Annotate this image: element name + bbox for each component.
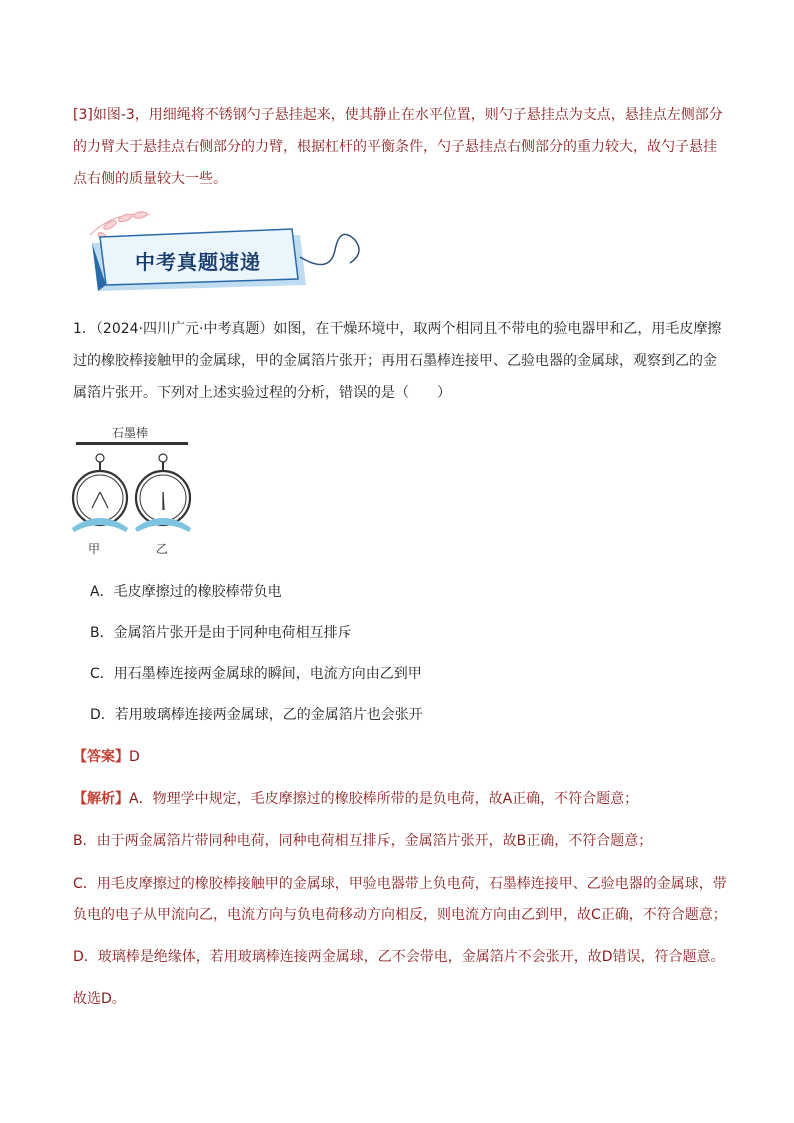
option-b: B．金属箔片张开是由于同种电荷相互排斥 bbox=[90, 625, 352, 641]
section-title: 中考真题速递 bbox=[135, 250, 261, 274]
left-electroscope-label: 甲 bbox=[88, 542, 101, 556]
question-line-3: 属箔片张开。下列对上述实验过程的分析，错误的是（ ） bbox=[73, 385, 451, 401]
answer-value: D bbox=[129, 749, 140, 765]
answer-label: 【答案】 bbox=[73, 749, 129, 765]
option-a: A．毛皮摩擦过的橡胶棒带负电 bbox=[90, 584, 282, 600]
question-line-2: 过的橡胶棒接触甲的金属球，甲的金属箔片张开；再用石墨棒连接甲、乙验电器的金属球，观察到乙的金 bbox=[73, 353, 717, 369]
analysis-line-c1: C．用毛皮摩擦过的橡胶棒接触甲的金属球，甲验电器带上负电荷，石墨棒连接甲、乙验电器的金属球，带 bbox=[73, 876, 727, 892]
analysis-a-text: A．物理学中规定，毛皮摩擦过的橡胶棒所带的是负电荷，故A正确，不符合题意； bbox=[129, 791, 639, 807]
electroscope-left bbox=[72, 454, 128, 532]
graphite-rod bbox=[76, 442, 188, 445]
analysis-line-b: B．由于两金属箔片带同种电荷，同种电荷相互排斥，金属箔片张开，故B正确，不符合题意； bbox=[73, 833, 653, 849]
electroscope-diagram bbox=[68, 420, 198, 560]
option-d: D．若用玻璃棒连接两金属球，乙的金属箔片也会张开 bbox=[90, 707, 423, 723]
electroscope-figure bbox=[68, 420, 198, 560]
analysis-conclusion: 故选D。 bbox=[73, 991, 126, 1007]
electroscope-right bbox=[135, 454, 191, 532]
analysis-line-d: D．玻璃棒是绝缘体，若用玻璃棒连接两金属球，乙不会带电，金属箔片不会张开，故D错误，符合题意。 bbox=[73, 949, 725, 965]
rod-label: 石墨棒 bbox=[112, 426, 149, 440]
option-c: C．用石墨棒连接两金属球的瞬间，电流方向由乙到甲 bbox=[90, 666, 422, 682]
analysis-line-a bbox=[73, 788, 638, 810]
right-electroscope-label: 乙 bbox=[156, 542, 169, 556]
analysis-label: 【解析】 bbox=[73, 791, 129, 807]
intro-paragraph: [3]如图-3，用细绳将不锈钢勺子悬挂起来，使其静止在水平位置，则勺子悬挂点为支点，悬挂点左侧部分的力臂大于悬挂点右侧部分的力臂，根据杠杆的平衡条件，勺子悬挂点右侧部分的重力较大，故勺子悬挂点右侧的质量较大一些。 bbox=[73, 107, 723, 187]
answer-line bbox=[73, 746, 140, 768]
analysis-line-c2: 负电的电子从甲流向乙，电流方向与负电荷移动方向相反，则电流方向由乙到甲，故C正确，不符合题意； bbox=[73, 907, 727, 923]
question-line-1: 1．（2024·四川广元·中考真题）如图，在干燥环境中，取两个相同且不带电的验电器甲和乙，用毛皮摩擦 bbox=[73, 321, 722, 337]
